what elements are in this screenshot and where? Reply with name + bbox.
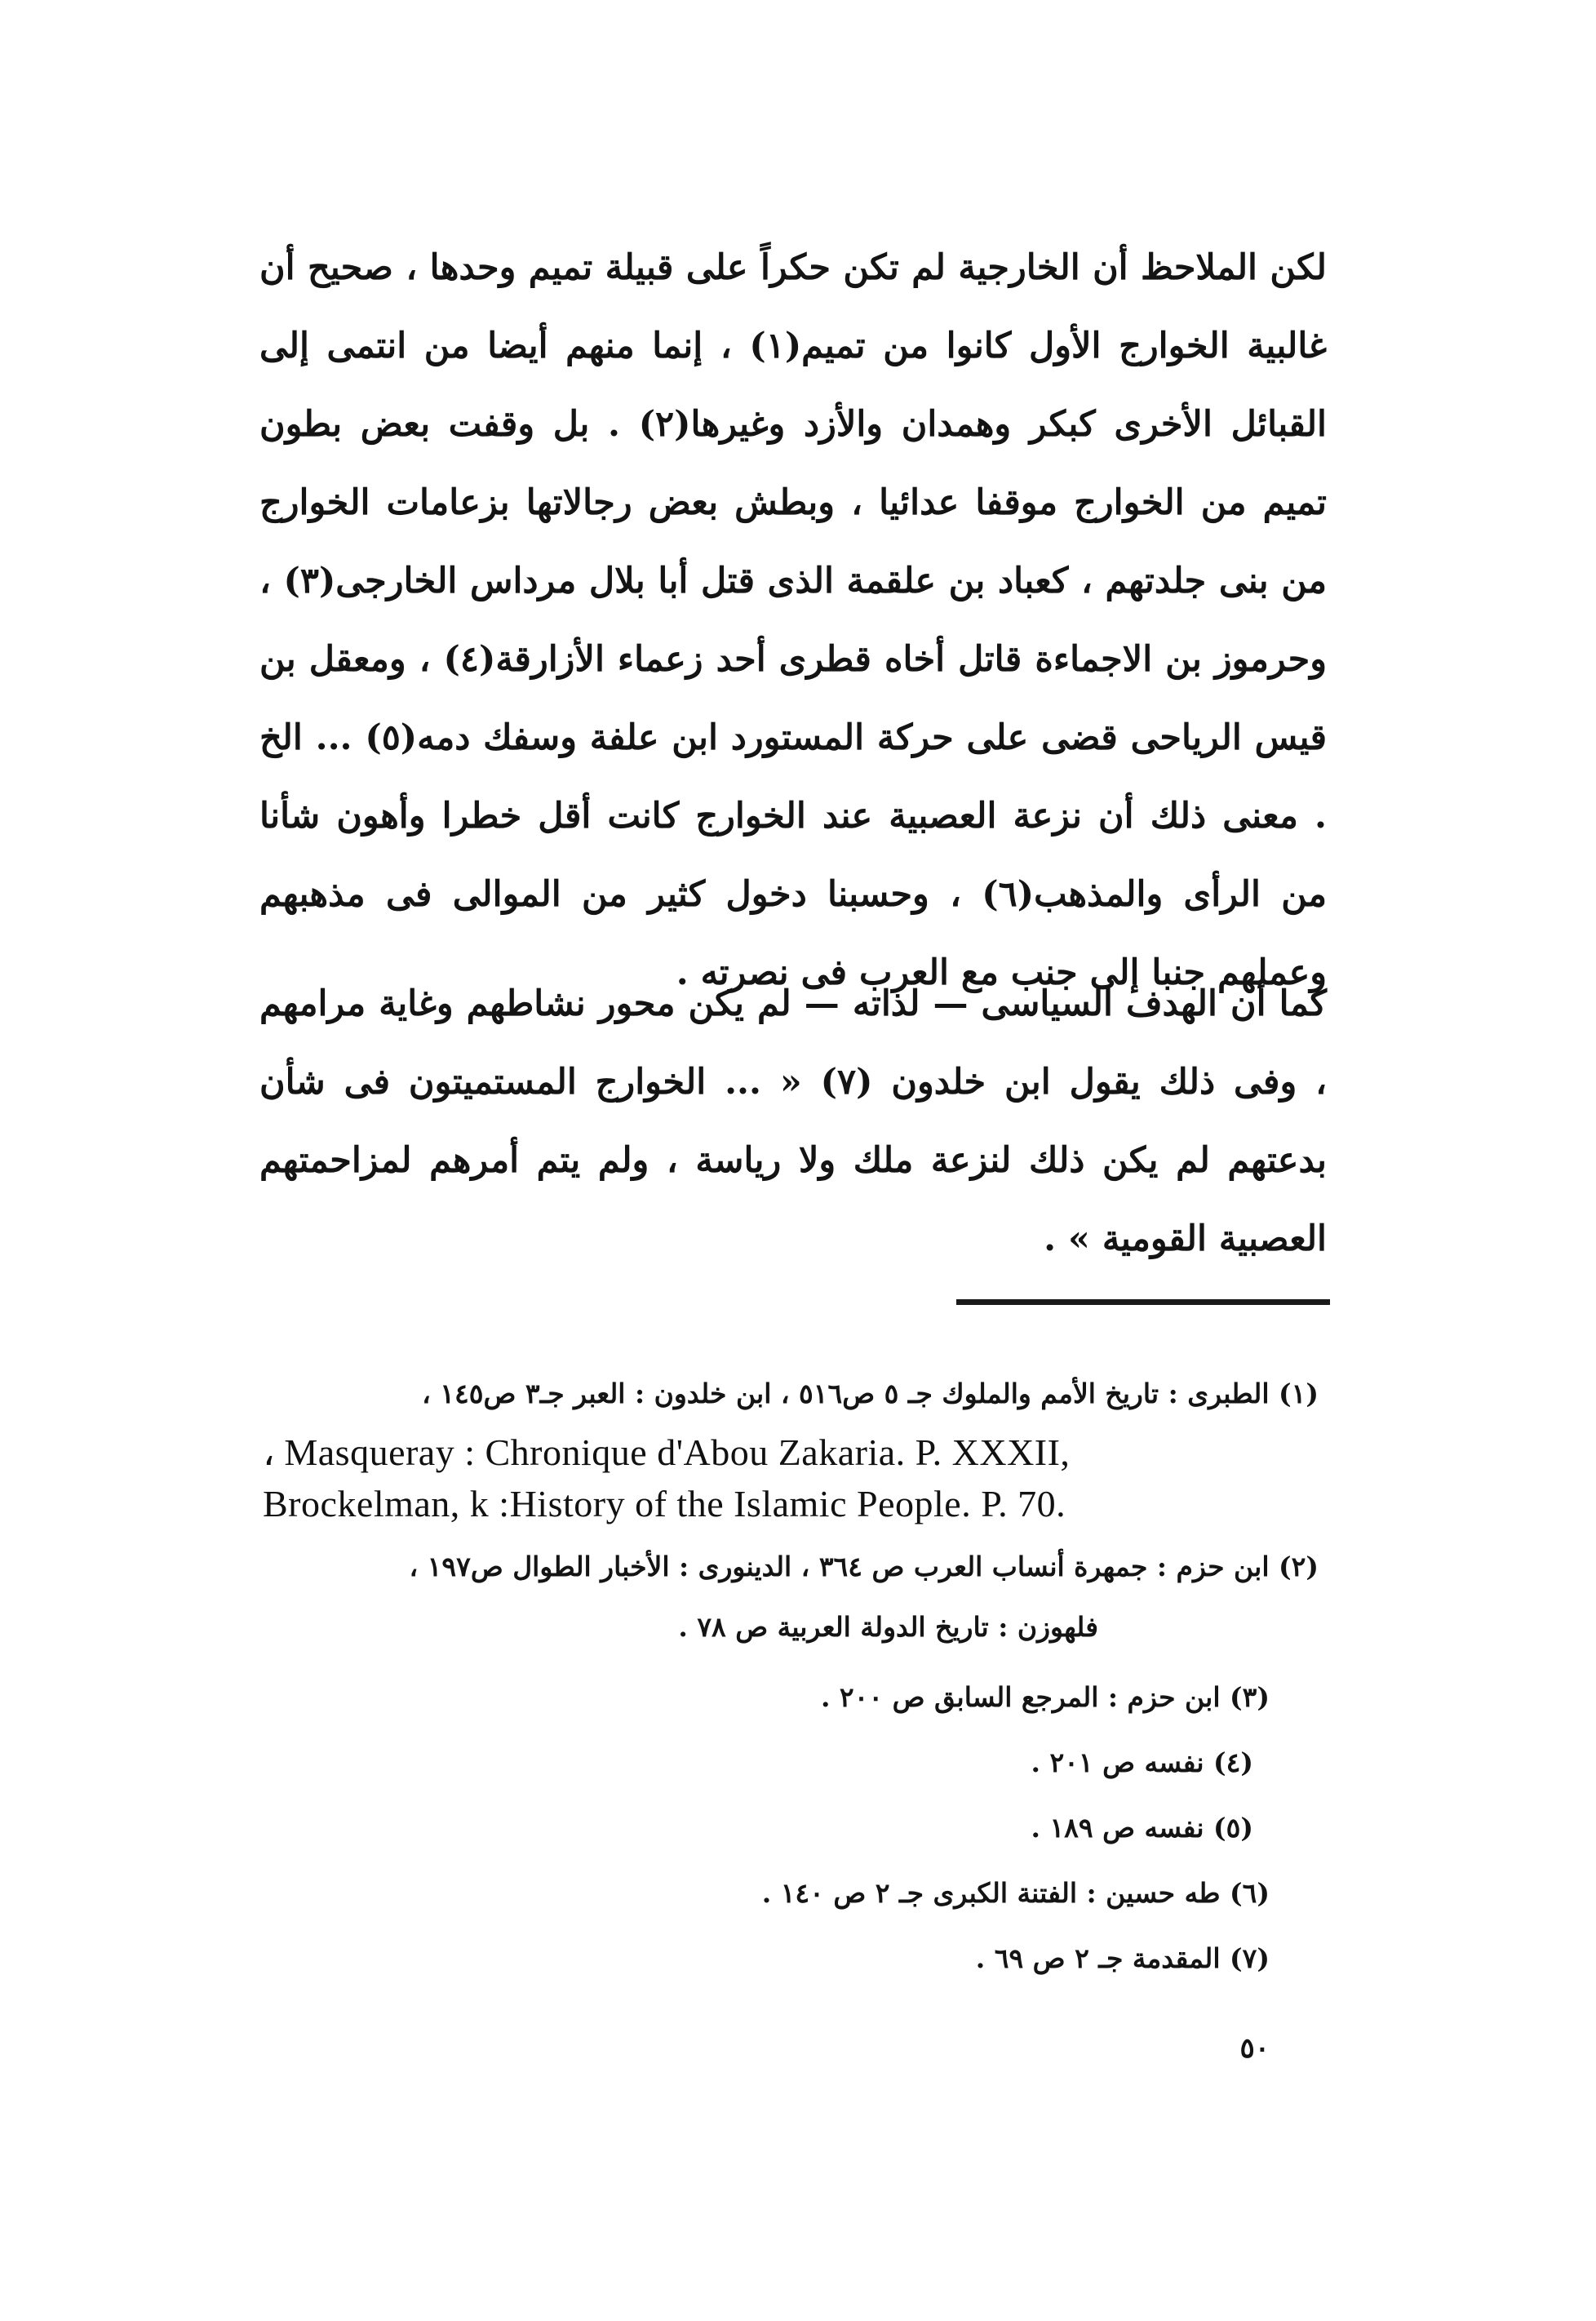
footnote-2-line-1: (٢) ابن حزم : جمهرة أنساب العرب ص ٣٦٤ ، الدينورى : الأخبار الطوال ص١٩٧ ، — [409, 1551, 1319, 1582]
footnote-2-line-2: فلهوزن : تاريخ الدولة العربية ص ٧٨ . — [678, 1611, 1098, 1643]
footnote-1-latin-line-2: Brockelman, k :History of the Islamic People. P. 70. — [263, 1483, 1066, 1524]
footnote-3: (٣) ابن حزم : المرجع السابق ص ٢٠٠ . — [820, 1681, 1270, 1713]
footnote-5: (٥) نفسه ص ١٨٩ . — [1031, 1812, 1253, 1844]
body-paragraph-2: كما أن الهدف السياسى — لذاته — لم يكن محور نشاطهم وغاية مرامهم ، وفى ذلك يقول ابن خلدون (٧) « ... الخوارج المستميتون فى شأن بدعتهم لم يكن ذلك لنزعة ملك ولا رياسة ، ولم يتم أمرهم لمزاحمتهم العصبية القومية » . — [259, 983, 1327, 1259]
footnote-4: (٤) نفسه ص ٢٠١ . — [1031, 1746, 1253, 1778]
footnote-separator-rule — [956, 1299, 1330, 1305]
footnote-1: (١) الطبرى : تاريخ الأمم والملوك جـ ٥ ص٥١٦ ، ابن خلدون : العبر جـ٣ ص١٤٥ ، — [422, 1378, 1319, 1409]
page-number: ٥٠ — [1239, 2032, 1270, 2065]
body-paragraph-1: لكن الملاحظ أن الخارجية لم تكن حكراً على قبيلة تميم وحدها ، صحيح أن غالبية الخوارج الأول كانوا من تميم(١) ، إنما منهم أيضا من انتمى إلى القبائل الأخرى كبكر وهمدان والأزد وغيرها(٢) . بل وقفت بعض بطون تميم من الخوارج موقفا عدائيا ، وبطش بعض رجالاتها بزعامات الخوارج من بنى جلدتهم ، كعباد بن علقمة الذى قتل أبا بلال مرداس الخارجى(٣) ، وحرموز بن الاجماءة قاتل أخاه قطرى أحد زعماء الأزارقة(٤) ، ومعقل بن قيس الرياحى قضى على حركة المستورد ابن علفة وسفك دمه(٥) ... الخ . معنى ذلك أن نزعة العصبية عند الخوارج كانت أقل خطرا وأهون شأنا من الرأى والمذهب(٦) ، وحسبنا دخول كثير من الموالى فى مذهبهم وعملهم جنبا إلى جنب مع العرب فى نصرته . — [259, 247, 1328, 993]
footnote-1-latin-line-1: ، Masqueray : Chronique d'Abou Zakaria. P. XXXII, — [263, 1431, 1071, 1473]
footnote-7: (٧) المقدمة جـ ٢ ص ٦٩ . — [975, 1942, 1270, 1974]
footnote-6: (٦) طه حسين : الفتنة الكبرى جـ ٢ ص ١٤٠ . — [761, 1877, 1270, 1909]
